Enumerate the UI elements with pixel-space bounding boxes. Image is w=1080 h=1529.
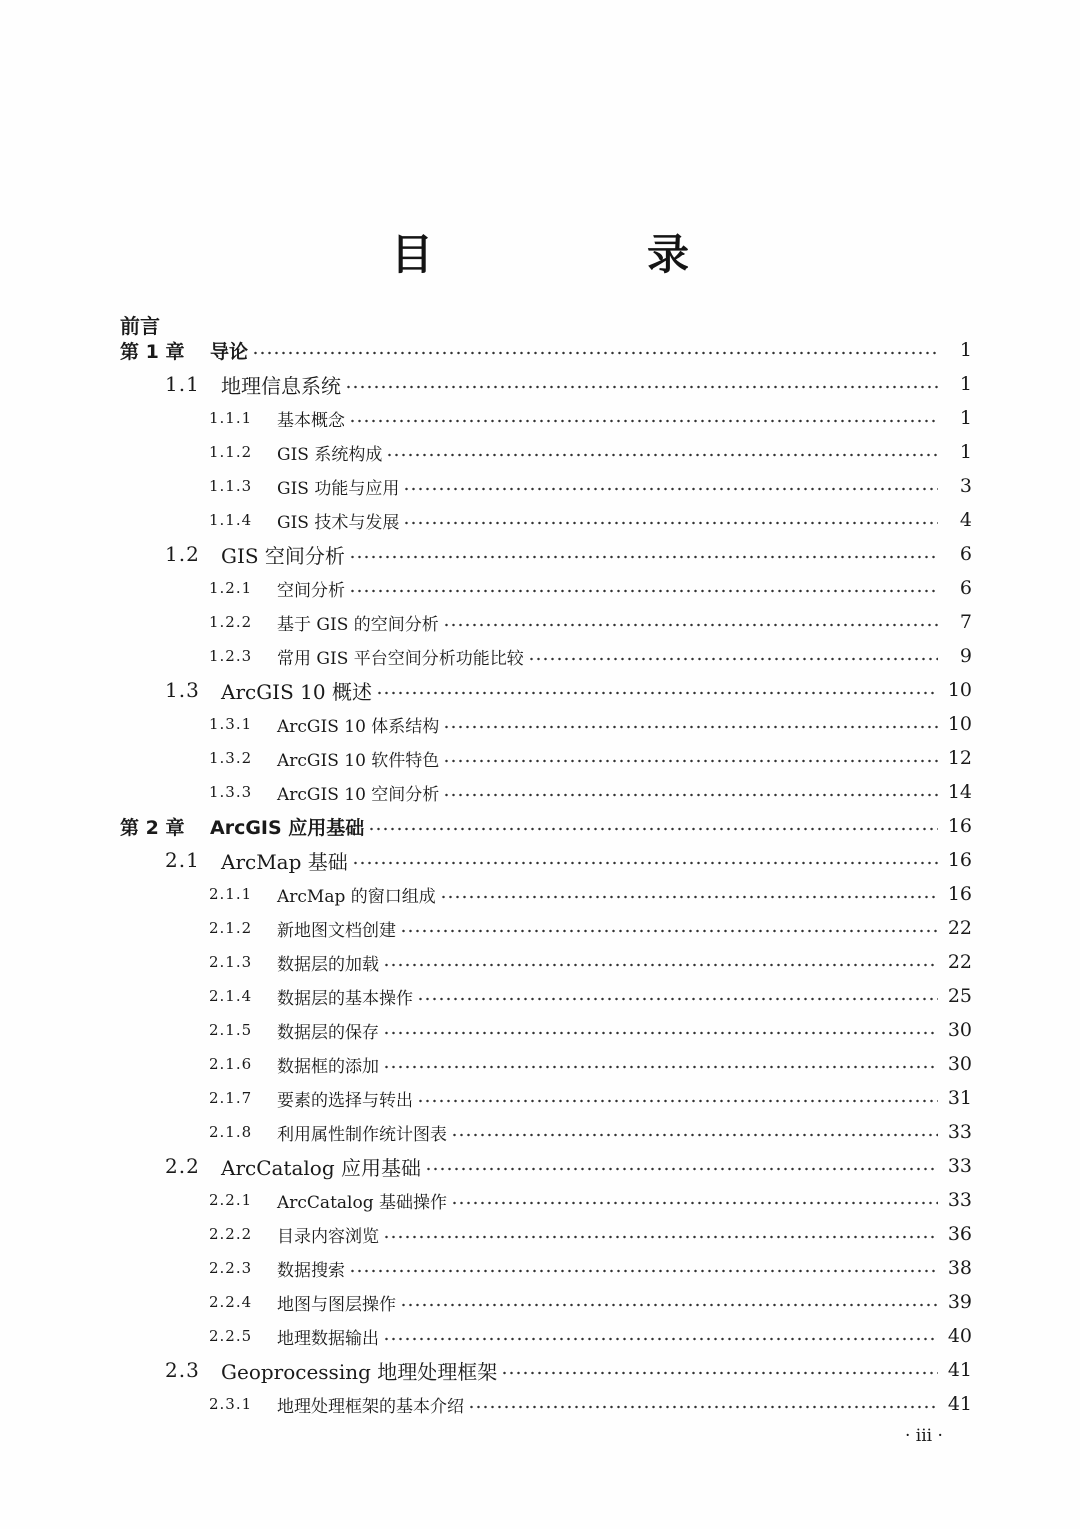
toc-entry-number: 2.2.2 <box>209 1225 253 1243</box>
toc-entry-number: 2.3 <box>165 1358 200 1382</box>
toc-entry-title: ArcGIS 10 体系结构 <box>277 716 440 737</box>
toc-subsection-entry <box>0 775 1080 809</box>
toc-entry-number: 1.2.3 <box>209 647 253 665</box>
toc-entry-page: 33 <box>947 1189 972 1211</box>
toc-entry-page: 16 <box>947 883 972 905</box>
toc-entry-title: 基本概念 <box>277 410 345 431</box>
dot-leader <box>252 351 938 355</box>
toc-entry-page: 33 <box>947 1155 972 1177</box>
dot-leader <box>349 1269 938 1273</box>
toc-entry-number: 1.3 <box>165 678 200 702</box>
toc-entry-page: 7 <box>959 611 972 633</box>
toc-entry-number: 2.2.3 <box>209 1259 253 1277</box>
dot-leader <box>352 861 938 865</box>
dot-leader <box>501 1371 938 1375</box>
toc-subsection-entry <box>0 503 1080 537</box>
toc-subsection-entry <box>0 469 1080 503</box>
toc-entry-page: 1 <box>959 441 972 463</box>
toc-subsection-entry <box>0 1217 1080 1251</box>
toc-entry-page: 30 <box>947 1053 972 1075</box>
toc-entry-title: GIS 功能与应用 <box>277 478 400 499</box>
toc-entry-title: 利用属性制作统计图表 <box>277 1124 447 1145</box>
dot-leader <box>425 1167 938 1171</box>
toc-entry-number: 1.1.2 <box>209 443 253 461</box>
toc-entry-number: 2.2.1 <box>209 1191 253 1209</box>
toc-entry-title: 数据层的保存 <box>277 1022 379 1043</box>
dot-leader <box>400 1303 938 1307</box>
toc-entry-number: 第 1 章 <box>120 340 185 363</box>
toc-subsection-entry <box>0 1047 1080 1081</box>
toc-subsection-entry <box>0 1081 1080 1115</box>
toc-entry-title: 地理处理框架的基本介绍 <box>277 1396 464 1417</box>
toc-entry-number: 2.1.5 <box>209 1021 253 1039</box>
toc-entry-page: 40 <box>947 1325 972 1347</box>
toc-entry-page: 22 <box>947 951 972 973</box>
toc-entry-page: 41 <box>947 1359 972 1381</box>
toc-entry-title: 数据搜索 <box>277 1260 345 1281</box>
dot-leader <box>417 1099 938 1103</box>
toc-entry-page: 1 <box>959 407 972 429</box>
toc-entry-page: 6 <box>959 543 972 565</box>
dot-leader <box>349 419 938 423</box>
toc-section-entry <box>0 843 1080 877</box>
toc-subsection-entry <box>0 639 1080 673</box>
toc-entry-number: 1.2.2 <box>209 613 253 631</box>
dot-leader <box>376 691 938 695</box>
toc-entry-page: 3 <box>959 475 972 497</box>
dot-leader <box>451 1133 938 1137</box>
toc-entry-page: 6 <box>959 577 972 599</box>
toc-entry-page: 39 <box>947 1291 972 1313</box>
dot-leader <box>400 929 938 933</box>
toc-subsection-entry <box>0 945 1080 979</box>
toc-entry-title: 地图与图层操作 <box>277 1294 396 1315</box>
toc-entry-page: 10 <box>947 713 972 735</box>
toc-entry-title: 要素的选择与转出 <box>277 1090 413 1111</box>
toc-entry-number: 1.1.1 <box>209 409 253 427</box>
dot-leader <box>349 589 938 593</box>
dot-leader <box>349 555 938 559</box>
toc-entry-title: ArcGIS 10 软件特色 <box>277 750 440 771</box>
toc-entry-number: 1.3.1 <box>209 715 253 733</box>
toc-subsection-entry <box>0 435 1080 469</box>
dot-leader <box>443 793 938 797</box>
toc-section-entry <box>0 367 1080 401</box>
toc-entry-title: 常用 GIS 平台空间分析功能比较 <box>277 648 524 669</box>
toc-subsection-entry <box>0 877 1080 911</box>
toc-entry-title: ArcMap 的窗口组成 <box>277 886 436 907</box>
toc-entry-number: 1.2.1 <box>209 579 253 597</box>
dot-leader <box>468 1405 938 1409</box>
toc-subsection-entry <box>0 707 1080 741</box>
toc-entry-number: 1.1.4 <box>209 511 253 529</box>
toc-subsection-entry <box>0 571 1080 605</box>
toc-entry-number: 1.3.2 <box>209 749 253 767</box>
toc-subsection-entry <box>0 979 1080 1013</box>
toc-section-entry <box>0 1353 1080 1387</box>
toc-entry-title: GIS 系统构成 <box>277 444 383 465</box>
dot-leader <box>403 521 938 525</box>
dot-leader <box>451 1201 938 1205</box>
toc-entry-page: 31 <box>947 1087 972 1109</box>
toc-entry-page: 1 <box>959 339 972 361</box>
toc-entry-number: 1.3.3 <box>209 783 253 801</box>
toc-subsection-entry <box>0 1285 1080 1319</box>
toc-entry-page: 30 <box>947 1019 972 1041</box>
toc-entry-number: 2.1.6 <box>209 1055 253 1073</box>
toc-subsection-entry <box>0 1387 1080 1421</box>
toc-entry-title: 地理信息系统 <box>221 373 341 398</box>
dot-leader <box>443 759 938 763</box>
toc-entry-title: 导论 <box>210 340 249 363</box>
toc-entry-page: 25 <box>947 985 972 1007</box>
dot-leader <box>383 1065 938 1069</box>
toc-entry-number: 2.2 <box>165 1154 200 1178</box>
toc-subsection-entry <box>0 1013 1080 1047</box>
toc-entry-title: ArcGIS 10 概述 <box>221 679 372 704</box>
toc-entry-page: 9 <box>959 645 972 667</box>
toc-entry-title: ArcCatalog 应用基础 <box>221 1155 421 1180</box>
toc-entry-title: ArcMap 基础 <box>221 849 348 874</box>
dot-leader <box>383 1235 938 1239</box>
toc-entry-page: 38 <box>947 1257 972 1279</box>
toc-subsection-entry <box>0 1319 1080 1353</box>
toc-entry-title: 目录内容浏览 <box>277 1226 379 1247</box>
toc-entry-title: 地理数据输出 <box>277 1328 379 1349</box>
dot-leader <box>383 1337 938 1341</box>
toc-entry-number: 1.2 <box>165 542 200 566</box>
toc-section-entry <box>0 537 1080 571</box>
toc-entry-title: 新地图文档创建 <box>277 920 396 941</box>
dot-leader <box>443 725 938 729</box>
toc-entry-page: 10 <box>947 679 972 701</box>
toc-entry-page: 16 <box>947 849 972 871</box>
dot-leader <box>528 657 938 661</box>
toc-entry-number: 2.1.7 <box>209 1089 253 1107</box>
toc-entry-number: 2.2.4 <box>209 1293 253 1311</box>
toc-subsection-entry <box>0 1183 1080 1217</box>
toc-entry-number: 2.1.3 <box>209 953 253 971</box>
toc-section-entry <box>0 1149 1080 1183</box>
dot-leader <box>443 623 938 627</box>
dot-leader <box>383 1031 938 1035</box>
toc-entry-title: ArcGIS 应用基础 <box>210 816 365 839</box>
toc-entry-number: 2.3.1 <box>209 1395 253 1413</box>
toc-entry-page: 41 <box>947 1393 972 1415</box>
dot-leader <box>440 895 938 899</box>
dot-leader <box>383 963 938 967</box>
toc-chapter-entry <box>0 809 1080 843</box>
page-title: 目 录 <box>390 230 775 279</box>
table-of-contents <box>0 333 1080 1421</box>
toc-entry-title: GIS 空间分析 <box>221 543 345 568</box>
toc-entry-page: 33 <box>947 1121 972 1143</box>
toc-entry-page: 36 <box>947 1223 972 1245</box>
toc-subsection-entry <box>0 401 1080 435</box>
toc-entry-number: 1.1.3 <box>209 477 253 495</box>
toc-entry-title: 数据层的加载 <box>277 954 379 975</box>
dot-leader <box>345 385 938 389</box>
toc-subsection-entry <box>0 911 1080 945</box>
toc-subsection-entry <box>0 1115 1080 1149</box>
toc-entry-page: 1 <box>959 373 972 395</box>
preface-entry: 前言 <box>120 314 160 338</box>
toc-subsection-entry <box>0 605 1080 639</box>
toc-entry-number: 2.1.1 <box>209 885 253 903</box>
dot-leader <box>403 487 938 491</box>
toc-entry-page: 22 <box>947 917 972 939</box>
toc-entry-title: 基于 GIS 的空间分析 <box>277 614 439 635</box>
toc-entry-number: 2.1 <box>165 848 200 872</box>
toc-entry-title: GIS 技术与发展 <box>277 512 400 533</box>
toc-entry-number: 2.2.5 <box>209 1327 253 1345</box>
toc-entry-number: 1.1 <box>165 372 200 396</box>
toc-entry-title: 数据层的基本操作 <box>277 988 413 1009</box>
dot-leader <box>368 827 938 831</box>
toc-entry-page: 16 <box>947 815 972 837</box>
toc-entry-number: 第 2 章 <box>120 816 185 839</box>
toc-entry-number: 2.1.8 <box>209 1123 253 1141</box>
toc-entry-number: 2.1.4 <box>209 987 253 1005</box>
toc-entry-number: 2.1.2 <box>209 919 253 937</box>
toc-entry-title: ArcCatalog 基础操作 <box>277 1192 447 1213</box>
toc-subsection-entry <box>0 1251 1080 1285</box>
toc-subsection-entry <box>0 741 1080 775</box>
toc-entry-title: ArcGIS 10 空间分析 <box>277 784 440 805</box>
dot-leader <box>386 453 938 457</box>
toc-entry-title: Geoprocessing 地理处理框架 <box>221 1359 498 1384</box>
toc-entry-page: 12 <box>947 747 972 769</box>
toc-entry-page: 4 <box>959 509 972 531</box>
toc-entry-title: 空间分析 <box>277 580 345 601</box>
toc-entry-page: 14 <box>947 781 972 803</box>
page-number-footer: · iii · <box>905 1426 943 1446</box>
dot-leader <box>417 997 938 1001</box>
toc-chapter-entry <box>0 333 1080 367</box>
toc-entry-title: 数据框的添加 <box>277 1056 379 1077</box>
toc-section-entry <box>0 673 1080 707</box>
